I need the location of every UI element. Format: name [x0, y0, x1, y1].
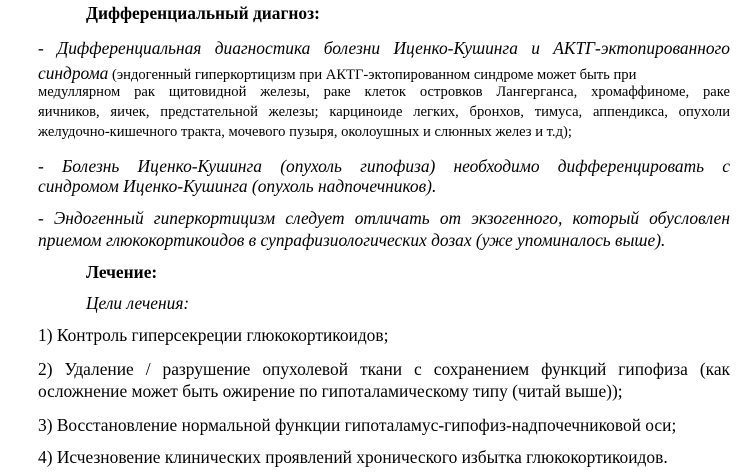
- treatment-item-2-line1: 2) Удаление / разрушение опухолевой ткани с сохранением функций гипофиза (как: [38, 359, 730, 379]
- treatment-item-3: 3) Восстановление нормальной функции гипоталамус-гипофиз-надпочечниковой оси;: [38, 415, 677, 435]
- diagnosis-heading: Дифференциальный диагноз:: [86, 3, 320, 23]
- diagnosis-p1-line2: [38, 63, 636, 84]
- diagnosis-p1-line2-rest: (эндогенный гиперкортицизм при АКТГ-эктопированном синдроме может быть при: [108, 67, 637, 83]
- diagnosis-p1-line1: - Дифференциальная диагностика болезни Иценко-Кушинга и АКТГ-эктопированного: [38, 38, 730, 58]
- diagnosis-p1-term: синдрома: [38, 63, 109, 83]
- treatment-goals-label: Цели лечения:: [86, 293, 190, 313]
- diagnosis-p1-line4: яичников, яичек, предстательной железы; карциноиде легких, бронхов, тимуса, аппендикса, опухоли: [38, 104, 730, 120]
- treatment-item-1: 1) Контроль гиперсекреции глюкокортикоидов;: [38, 325, 389, 345]
- diagnosis-p1-line5: желудочно-кишечного тракта, мочевого пузыря, околоушных и слюнных желез и т.д);: [38, 124, 572, 140]
- diagnosis-p2-line2: синдромом Иценко-Кушинга (опухоль надпочечников).: [38, 176, 437, 196]
- treatment-item-2-line2: осложнение может быть ожирение по гипоталамическому типу (читай выше));: [38, 381, 623, 401]
- diagnosis-p3-line2: приемом глюкокортикоидов в супрафизиологических дозах (уже упоминалось выше).: [38, 230, 666, 250]
- treatment-heading: Лечение:: [86, 262, 158, 282]
- diagnosis-p2-line1: - Болезнь Иценко-Кушинга (опухоль гипофиза) необходимо дифференцировать с: [38, 156, 730, 176]
- diagnosis-p3-line1: - Эндогенный гиперкортицизм следует отличать от экзогенного, который обусловлен: [38, 208, 730, 228]
- treatment-item-4: 4) Исчезновение клинических проявлений хронического избытка глюкокортикоидов.: [38, 447, 668, 467]
- diagnosis-p1-line3: медуллярном рак щитовидной железы, раке клеток островков Лангерганса, хромаффиноме, раке: [38, 84, 730, 100]
